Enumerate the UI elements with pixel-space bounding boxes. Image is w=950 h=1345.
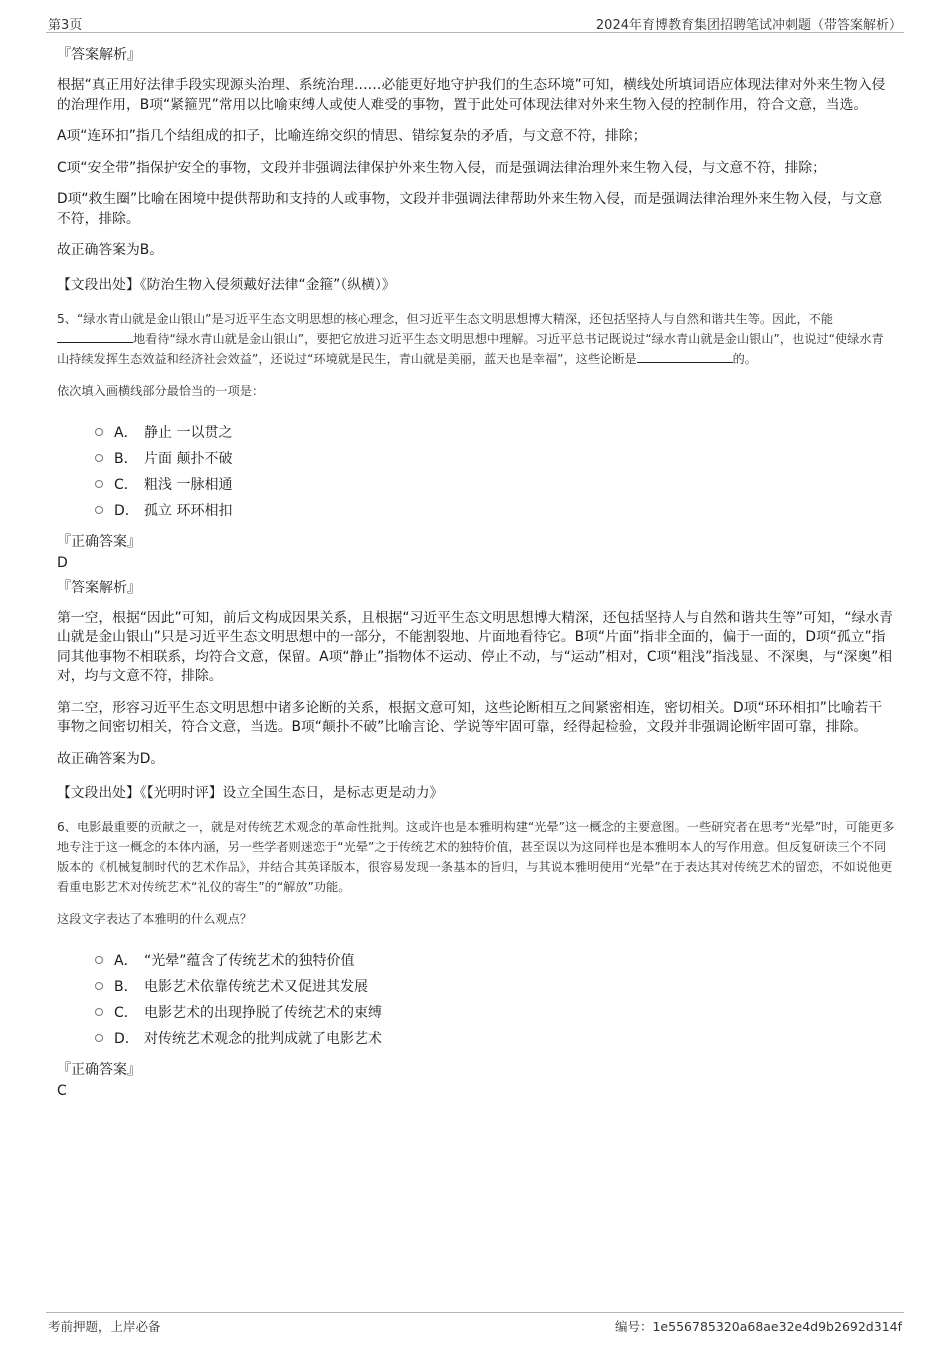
option-b[interactable] (95, 445, 895, 471)
option-a[interactable] (95, 419, 895, 445)
option-text: 电影艺术的出现挣脱了传统艺术的束缚 (144, 1005, 382, 1021)
option-text: “光晕”蕴含了传统艺术的独特价值 (144, 953, 355, 969)
q4-analysis-section (57, 44, 895, 295)
option-a[interactable] (95, 947, 895, 973)
option-letter: B． (114, 979, 138, 995)
fill-blank-1 (57, 329, 133, 343)
correct-answer-label: 『正确答案』 (57, 533, 141, 550)
radio-icon[interactable] (95, 982, 103, 990)
radio-icon[interactable] (95, 480, 103, 488)
radio-icon[interactable] (95, 1034, 103, 1042)
analysis-paragraph: A项“连环扣”指几个结组成的扣子，比喻连绵交织的情思、错综复杂的矛盾，与文意不符，排除； (57, 128, 647, 144)
option-text: 静止 一以贯之 (144, 424, 233, 441)
radio-icon[interactable] (95, 956, 103, 964)
analysis-label: 『答案解析』 (57, 579, 141, 596)
source-citation: 【文段出处】《防治生物入侵须戴好法律“金箍”（纵横）》 (57, 276, 396, 293)
answer-conclusion: 故正确答案为D。 (57, 750, 165, 767)
page-footer (46, 1312, 904, 1335)
option-d[interactable] (95, 497, 895, 523)
question-prompt: 依次填入画横线部分最恰当的一项是： (57, 383, 265, 398)
radio-icon[interactable] (95, 1008, 103, 1016)
question-text (57, 309, 895, 369)
correct-answer-label: 『正确答案』 (57, 1062, 141, 1078)
correct-answer: C (57, 1083, 67, 1099)
question-text: 6、电影最重要的贡献之一，就是对传统艺术观念的革命性批判。这或许也是本雅明构建“光晕”这一概念的主要意图。一些研究者在思考“光晕”时，可能更多地专注于这一概念的本体内涵，另一些学者则迷恋于“光晕”之于传统艺术的独特价值，甚至误以为这同样也是本雅明本人的写作用意。但反复研读三个不同版本的《机械复制时代的艺术作品》，并结合其英译版本，很容易发现一条基本的旨归，与其说本雅明使用“光晕”在于表达其对传统艺术的留恋，不如说他更看重电影艺术对传统艺术“礼仪的寄生”的“解放”功能。 (57, 820, 895, 894)
option-text: 片面 颠扑不破 (144, 450, 233, 467)
option-d[interactable] (95, 1025, 895, 1051)
radio-icon[interactable] (95, 506, 103, 514)
page-number: 第3页 (48, 18, 83, 33)
option-letter: D． (114, 1031, 139, 1047)
option-letter: B． (114, 450, 138, 467)
option-text: 对传统艺术观念的批判成就了电影艺术 (144, 1031, 382, 1047)
option-text: 电影艺术依靠传统艺术又促进其发展 (144, 979, 368, 995)
question-text-part: 的。 (732, 351, 757, 366)
correct-answer: D (57, 554, 68, 571)
footer-slogan: 考前押题，上岸必备 (48, 1319, 161, 1334)
question-prompt: 这段文字表达了本雅明的什么观点？ (57, 912, 252, 926)
analysis-paragraph: C项“安全带”指保护安全的事物，文段并非强调法律保护外来生物入侵，而是强调法律治理外来生物入侵，与文意不符，排除； (57, 159, 826, 176)
radio-icon[interactable] (95, 454, 103, 462)
source-citation: 【文段出处】《【光明时评】设立全国生态日，是标志更是动力》 (57, 785, 444, 801)
option-letter: D． (114, 502, 139, 519)
option-c[interactable] (95, 999, 895, 1025)
document-id: 编号：1e556785320a68ae32e4d9b2692d314f (614, 1319, 902, 1334)
analysis-paragraph: D项“救生圈”比喻在困境中提供帮助和支持的人或事物，文段并非强调法律帮助外来生物入侵，而是强调法律治理外来生物入侵，与文意不符，排除。 (57, 191, 883, 227)
option-list (95, 419, 895, 523)
question-text-part: 地看待“绿水青山就是金山银山”，要把它放进习近平生态文明思想中理解。习近平总书记既说过“绿水青山就是金山银山”，也说过“使绿水青山持续发挥生态效益和经济社会效益”，还说过“环境就是民生，青山就是美丽，蓝天也是幸福”，这些论断是 (57, 331, 884, 366)
option-text: 孤立 环环相扣 (144, 502, 233, 519)
page-header (46, 12, 904, 33)
option-letter: C． (114, 476, 138, 493)
option-letter: A． (114, 953, 138, 969)
fill-blank-2 (637, 349, 733, 363)
document-body (57, 44, 895, 1105)
option-text: 粗浅 一脉相通 (144, 476, 233, 493)
analysis-paragraph: 第一空，根据“因此”可知，前后文构成因果关系，且根据“习近平生态文明思想博大精深，还包括坚持人与自然和谐共生等”可知，“绿水青山就是金山银山”只是习近平生态文明思想中的一部分，不能割裂地、片面地看待它。B项“片面”指非全面的，偏于一面的，D项“孤立”指同其他事物不相联系，均符合文意，保留。A项“静止”指物体不运动、停止不动，与“运动”相对，C项“粗浅”指浅显、不深奥，与“深奥”相对，均与文意不符，排除。 (57, 609, 893, 684)
option-list (95, 947, 895, 1051)
answer-conclusion: 故正确答案为B。 (57, 242, 164, 258)
analysis-paragraph: 第二空，形容习近平生态文明思想中诸多论断的关系，根据文意可知，这些论断相互之间紧密相连，密切相关。D项“环环相扣”比喻若干事物之间密切相关，符合文意，当选。B项“颠扑不破”比喻言论、学说等牢固可靠，经得起检验，文段并非强调论断牢固可靠，排除。 (57, 699, 883, 735)
question-5 (57, 309, 895, 804)
radio-icon[interactable] (95, 428, 103, 436)
option-c[interactable] (95, 471, 895, 497)
option-letter: A． (114, 424, 138, 441)
option-letter: C． (114, 1005, 138, 1021)
analysis-paragraph: 根据“真正用好法律手段实现源头治理、系统治理……必能更好地守护我们的生态环境”可知，横线处所填词语应体现法律对外来生物入侵的治理作用，B项“紧箍咒”常用以比喻束缚人或使人难受的事物，置于此处可体现法律对外来生物入侵的控制作用，符合文意，当选。 (57, 77, 886, 113)
question-text-part: 5、“绿水青山就是金山银山”是习近平生态文明思想的核心理念，但习近平生态文明思想博大精深，还包括坚持人与自然和谐共生等。因此，不能 (57, 311, 834, 326)
option-b[interactable] (95, 973, 895, 999)
analysis-label: 『答案解析』 (57, 47, 141, 63)
question-6 (57, 817, 895, 1101)
document-title: 2024年育博教育集团招聘笔试冲刺题（带答案解析） (595, 18, 902, 33)
